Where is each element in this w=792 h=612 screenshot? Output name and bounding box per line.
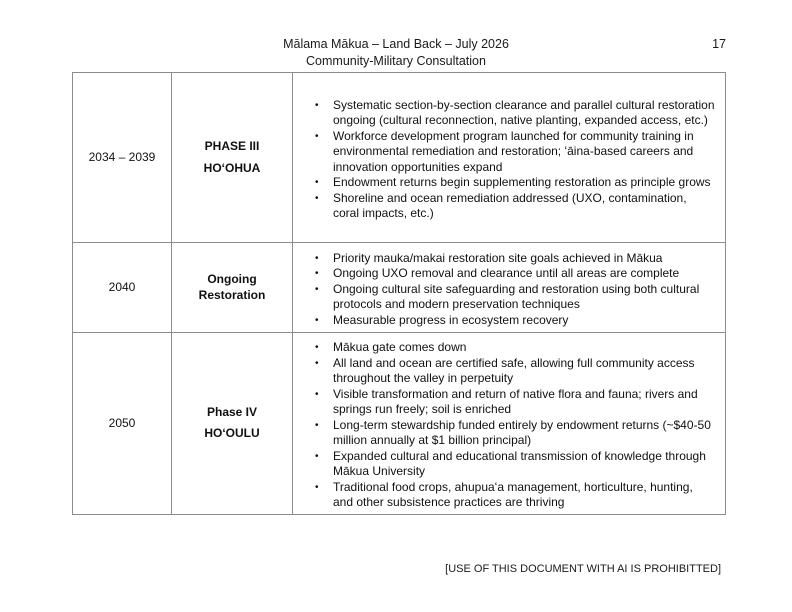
phase-name: Phase IV	[206, 404, 258, 419]
milestone-item: • Shoreline and ocean remediation addressed (UXO, contamination, coral impacts, etc.)	[315, 191, 715, 222]
table-row	[73, 243, 726, 333]
milestone-item: • Expanded cultural and educational transmission of knowledge through Mākua University	[315, 449, 715, 480]
phase-name: PHASE III	[204, 139, 260, 153]
phase-name: Ongoing	[207, 272, 257, 286]
milestone-item: • All land and ocean are certified safe, allowing full community access throughout the valley in perpetuity	[315, 356, 715, 387]
timeline-table	[72, 72, 726, 515]
milestone-item: • Visible transformation and return of native flora and fauna; rivers and springs run freely; soil is enriched	[315, 387, 715, 418]
table-row	[73, 333, 726, 515]
milestone-item: • Measurable progress in ecosystem recovery	[315, 313, 715, 329]
document-title: Mālama Mākua – Land Back – July 2026	[283, 37, 509, 51]
milestone-list	[315, 251, 715, 329]
period-cell: 2034 – 2039	[73, 73, 172, 243]
milestone-list	[315, 98, 715, 222]
milestone-item: • Traditional food crops, ahupuaʻa management, horticulture, hunting, and other subsistence practices are thriving	[315, 480, 715, 511]
milestone-item: • Systematic section-by-section clearance and parallel cultural restoration ongoing (cultural reconnection, native planting, expanded access, etc.)	[315, 98, 715, 129]
milestone-item: • Workforce development program launched for community training in environmental remediation and restoration; ʻāina-based careers and innovation opportunities expand	[315, 129, 715, 176]
document-subtitle: Community-Military Consultation	[306, 54, 486, 68]
milestone-item: • Ongoing UXO removal and clearance until all areas are complete	[315, 266, 715, 282]
page-number: 17	[712, 37, 726, 51]
phase-subtitle: Restoration	[198, 287, 266, 302]
milestone-item: • Mākua gate comes down	[315, 340, 715, 356]
milestone-item: • Endowment returns begin supplementing restoration as principle grows	[315, 175, 715, 191]
document-header	[0, 36, 792, 70]
period-cell: 2050	[73, 333, 172, 515]
milestone-item: • Long-term stewardship funded entirely by endowment returns (~$40-50 million annually at $1 billion principal)	[315, 418, 715, 449]
table-row	[73, 73, 726, 243]
milestones-cell	[293, 73, 726, 243]
milestone-list	[315, 340, 715, 511]
phase-subtitle: HOʻOULU	[204, 426, 260, 441]
milestone-item: • Priority mauka/makai restoration site goals achieved in Mākua	[315, 251, 715, 267]
phase-cell	[172, 73, 293, 243]
phase-cell	[172, 243, 293, 333]
milestones-cell	[293, 333, 726, 515]
period-cell: 2040	[73, 243, 172, 333]
phase-cell	[172, 333, 293, 515]
milestone-item: • Ongoing cultural site safeguarding and restoration using both cultural protocols and modern preservation techniques	[315, 282, 715, 313]
phase-subtitle: HOʻOHUA	[203, 160, 261, 175]
ai-prohibition-notice: [USE OF THIS DOCUMENT WITH AI IS PROHIBITTED]	[445, 563, 721, 575]
milestones-cell	[293, 243, 726, 333]
